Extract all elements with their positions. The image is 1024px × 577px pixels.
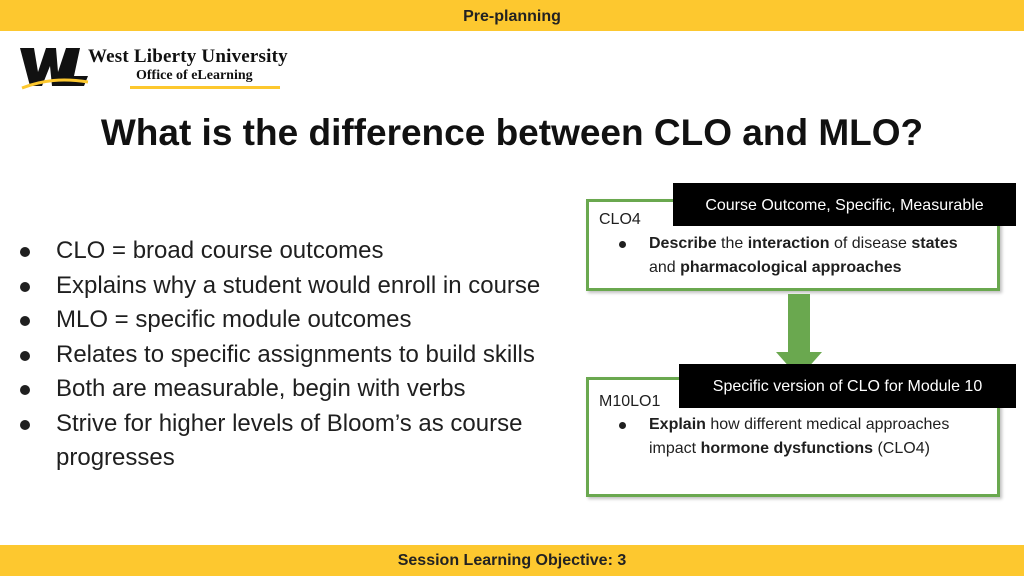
logo-university-name: West Liberty University <box>88 46 288 67</box>
footer-text: Session Learning Objective: 3 <box>397 552 627 569</box>
clo-code: CLO4 <box>599 211 641 228</box>
logo-office-name: Office of eLearning <box>136 68 253 83</box>
outcome-segment: the <box>716 235 748 252</box>
outcome-segment: Describe <box>649 235 717 252</box>
footer-bar <box>0 545 1024 576</box>
bullet-text: Relates to specific assignments to build skills <box>56 340 535 368</box>
bullet-dot-icon <box>20 247 30 257</box>
clo-outcome <box>615 232 985 280</box>
slide-title: What is the difference between CLO and MLO? <box>100 112 924 153</box>
mlo-label: Specific version of CLO for Module 10 <box>679 364 1016 408</box>
bullet-item <box>18 303 598 338</box>
university-logo <box>18 44 338 92</box>
mlo-code: M10LO1 <box>599 393 661 410</box>
outcome-segment: of disease <box>829 235 912 252</box>
outcome-segment: pharmacological approaches <box>680 259 902 276</box>
bullet-dot-icon <box>20 282 30 292</box>
outcome-segment: Explain <box>649 416 706 433</box>
bullet-text: Explains why a student would enroll in course <box>56 271 541 299</box>
wl-monogram-logo <box>18 44 90 90</box>
bullet-item <box>18 269 598 304</box>
clo-label: Course Outcome, Specific, Measurable <box>673 183 1016 226</box>
bullet-text: MLO = specific module outcomes <box>56 306 412 333</box>
mlo-outcome <box>615 413 985 461</box>
outcome-segment: (CLO4) <box>873 440 930 457</box>
outcome-segment: states <box>911 235 958 252</box>
bullet-text: Strive for higher levels of Bloom’s as course progresses <box>56 409 523 471</box>
outcome-segment: and <box>649 259 681 276</box>
bullet-item <box>18 234 598 269</box>
bullet-dot-icon <box>20 420 30 430</box>
header-title: Pre-planning <box>463 8 561 25</box>
mlo-outcome-text <box>649 413 985 461</box>
bullet-dot-icon <box>619 241 626 248</box>
outcome-segment: how different medical approaches impact <box>649 416 950 457</box>
bullet-item <box>18 407 598 476</box>
bullet-item <box>18 338 598 373</box>
bullet-list <box>18 234 598 476</box>
bullet-dot-icon <box>20 351 30 361</box>
bullet-dot-icon <box>20 316 30 326</box>
bullet-dot-icon <box>619 422 626 429</box>
logo-underline <box>130 86 280 89</box>
header-bar <box>0 0 1024 31</box>
bullet-dot-icon <box>20 385 30 395</box>
outcome-segment: hormone dysfunctions <box>700 440 874 457</box>
outcome-segment: interaction <box>747 235 830 252</box>
bullet-text: Both are measurable, begin with verbs <box>56 375 466 402</box>
bullet-text: CLO = broad course outcomes <box>56 237 384 264</box>
bullet-item <box>18 372 598 407</box>
clo-outcome-text <box>649 232 985 280</box>
